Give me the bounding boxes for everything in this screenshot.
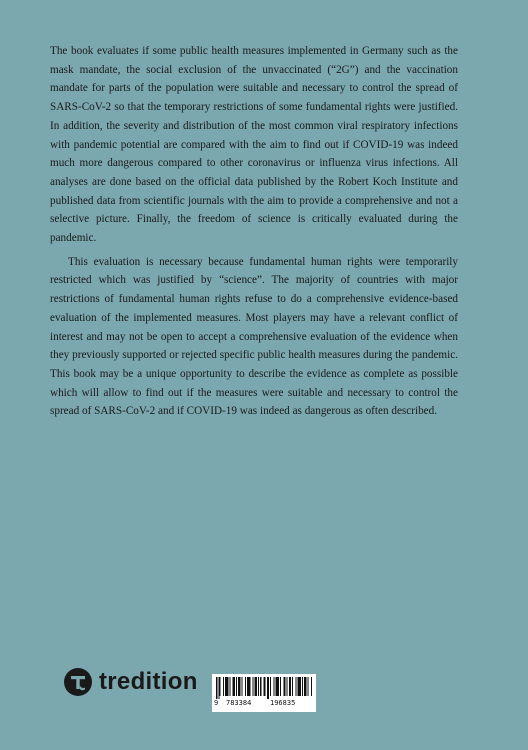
isbn-barcode bbox=[212, 674, 316, 712]
blurb-paragraph-2: This evaluation is necessary because fundamental human rights were temporarily restricted which was justified by “science”. The majority of countries with major restrictions of fundamental human rights refuse to do a comprehensive evidence-based evaluation of the implemented measures. Most players may have a relevant conflict of interest and may not be open to accept a comprehensive evaluation of the evidence when they previously supported or rejected specific public health measures during the pandemic. This book may be a unique opportunity to describe the evidence as complete as possible which will allow to find out if the measures were suitable and necessary to control the spread of SARS-CoV-2 and if COVID-19 was indeed as dangerous as often described. bbox=[50, 255, 458, 418]
barcode-group-2: 196835 bbox=[270, 699, 296, 707]
publisher-logo bbox=[64, 667, 198, 697]
barcode-group-1: 783384 bbox=[226, 699, 252, 707]
back-cover-blurb bbox=[50, 42, 458, 421]
tredition-logo-icon bbox=[64, 668, 92, 696]
barcode-digit-lead: 9 bbox=[214, 699, 219, 707]
barcode-bars bbox=[216, 677, 312, 699]
blurb-paragraph-1: The book evaluates if some public health measures implemented in Germany such as the mask mandate, the social exclusion of the unvaccinated (“2G”) and the vaccination mandate for parts of the population were suitable and necessary to control the spread of SARS-CoV-2 so that the temporary restrictions of some fundamental rights were justified. In addition, the severity and distribution of the most common viral respiratory infections with pandemic potential are compared with the aim to find out if COVID-19 was indeed much more dangerous compared to other coronavirus or influenza virus infections. All analyses are done based on the official data published by the Robert Koch Institute and published data from scientific journals with the aim to provide a comprehensive and not a selective picture. Finally, the freedom of science is critically evaluated during the pandemic. bbox=[50, 45, 458, 245]
publisher-name: tredition bbox=[99, 668, 198, 695]
